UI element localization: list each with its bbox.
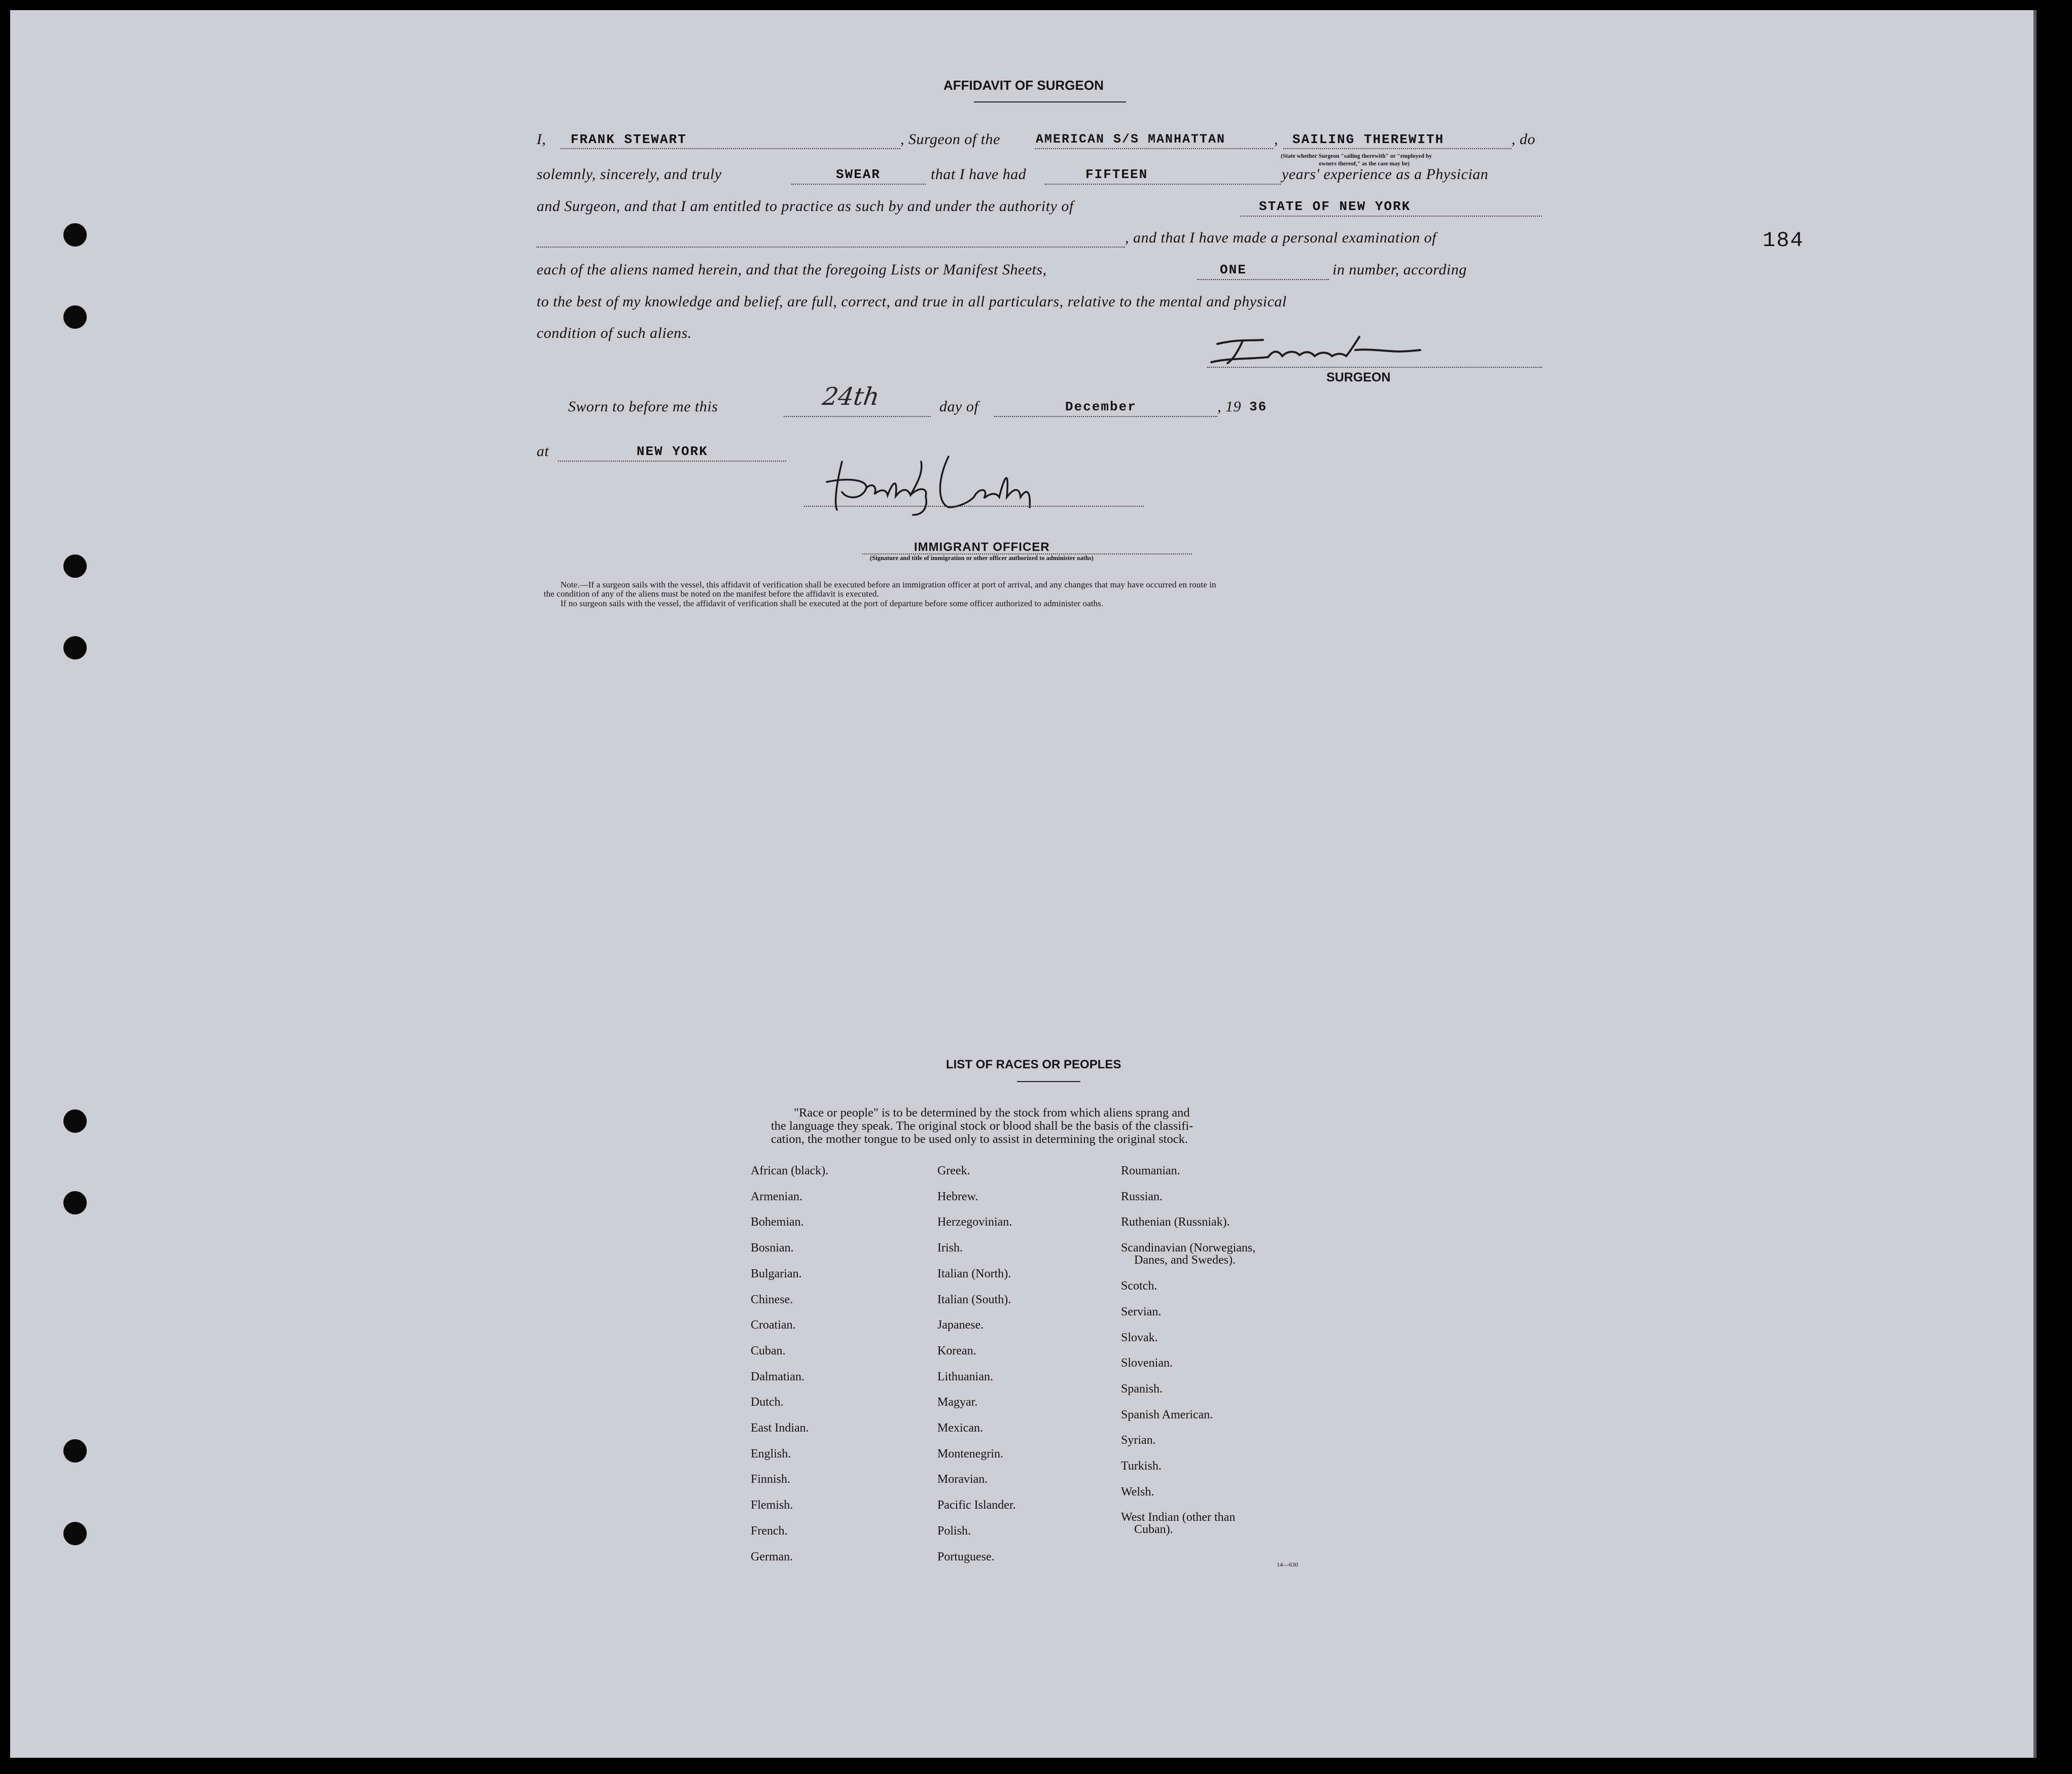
- race-item: Hebrew.: [937, 1190, 978, 1203]
- race-item: Scotch.: [1121, 1279, 1157, 1293]
- race-item: Ruthenian (Russniak).: [1121, 1215, 1230, 1229]
- dotline: [558, 461, 786, 462]
- dotline: [1283, 148, 1512, 149]
- line1-prefix: I,: [537, 131, 546, 148]
- years-experience: FIFTEEN: [1085, 167, 1148, 182]
- at-place: NEW YORK: [637, 444, 708, 459]
- line7-text: condition of such aliens.: [537, 325, 692, 341]
- affidavit-title: AFFIDAVIT OF SURGEON: [943, 78, 1104, 93]
- race-item: Roumanian.: [1121, 1164, 1180, 1177]
- dotline: [1197, 279, 1329, 280]
- binder-hole: [63, 1191, 87, 1214]
- race-item: Russian.: [1121, 1190, 1163, 1203]
- race-item: Italian (South).: [937, 1293, 1011, 1306]
- race-item: Cuban).: [1134, 1523, 1173, 1536]
- title-underline: [974, 101, 1126, 102]
- race-item: Korean.: [937, 1344, 976, 1358]
- race-item: Flemish.: [751, 1499, 793, 1512]
- race-item: Slovak.: [1121, 1331, 1158, 1344]
- line3-text: and Surgeon, and that I am entitled to practice as such by and under the authority of: [537, 198, 1074, 215]
- race-item: Scandinavian (Norwegians,: [1121, 1241, 1256, 1255]
- race-item: Dutch.: [751, 1396, 784, 1409]
- sworn-mid: day of: [939, 398, 979, 415]
- line1-mid: , Surgeon of the: [900, 131, 1000, 148]
- race-item: East Indian.: [751, 1421, 809, 1435]
- sailing-note: (State whether Surgeon "sailing therewith" or "employed by: [1281, 153, 1432, 159]
- binder-hole: [63, 305, 87, 329]
- form-code: 14—630: [1277, 1561, 1298, 1568]
- race-item: Lithuanian.: [937, 1370, 993, 1383]
- binder-hole: [63, 223, 87, 247]
- race-item: Bohemian.: [751, 1215, 804, 1229]
- race-item: Herzegovinian.: [937, 1215, 1012, 1229]
- race-item: Armenian.: [751, 1190, 802, 1203]
- page-number: 184: [1763, 228, 1804, 253]
- dotline: [791, 184, 926, 185]
- vessel-name: AMERICAN S/S MANHATTAN: [1036, 132, 1226, 147]
- race-item: Mexican.: [937, 1421, 983, 1435]
- race-item: Servian.: [1121, 1305, 1162, 1318]
- binder-hole: [63, 1439, 87, 1463]
- line1-suffix: , do: [1512, 131, 1535, 148]
- officer-signature: [822, 451, 1075, 517]
- binder-hole: [63, 636, 87, 659]
- line6-text: to the best of my knowledge and belief, are full, correct, and true in all particulars, relative to the mental and physical: [537, 293, 1287, 310]
- race-item: Welsh.: [1121, 1485, 1154, 1499]
- race-item: Bosnian.: [751, 1241, 794, 1255]
- dotline: [1207, 367, 1542, 368]
- race-item: Turkish.: [1121, 1459, 1162, 1473]
- sheet-count: ONE: [1220, 262, 1247, 277]
- race-item: Spanish.: [1121, 1382, 1163, 1396]
- note-line: the condition of any of the aliens must be noted on the manifest before the affidavit is executed.: [544, 589, 879, 599]
- sworn-month: December: [1065, 399, 1137, 414]
- sworn-day: 24th: [821, 382, 882, 411]
- race-item: Chinese.: [751, 1293, 793, 1306]
- race-item: Finnish.: [751, 1473, 791, 1486]
- races-title-underline: [1017, 1081, 1080, 1082]
- race-item: German.: [751, 1550, 793, 1563]
- officer-note: (Signature and title of immigration or other officer authorized to administer oaths): [870, 554, 1094, 562]
- races-intro-line: "Race or people" is to be determined by the stock from which aliens sprang and: [794, 1106, 1190, 1120]
- binder-hole: [63, 1522, 87, 1545]
- sworn-year-prefix: , 19: [1217, 398, 1241, 415]
- dotline: [994, 416, 1217, 417]
- dotline: [1035, 148, 1273, 149]
- race-item: Magyar.: [937, 1396, 978, 1409]
- race-item: Pacific Islander.: [937, 1499, 1016, 1512]
- races-title: LIST OF RACES OR PEOPLES: [946, 1058, 1121, 1071]
- note-line: Note.—If a surgeon sails with the vessel, this affidavit of verification shall be executed before an immigration officer at port of arrival, and any changes that may have occurred en route in: [560, 580, 1216, 589]
- race-item: Dalmatian.: [751, 1370, 804, 1383]
- race-item: Japanese.: [937, 1318, 984, 1332]
- race-item: Syrian.: [1121, 1434, 1156, 1447]
- race-item: Irish.: [937, 1241, 963, 1255]
- binder-hole: [63, 554, 87, 578]
- race-item: Slovenian.: [1121, 1356, 1173, 1370]
- race-item: Polish.: [937, 1524, 971, 1538]
- race-item: French.: [751, 1524, 788, 1538]
- race-item: Montenegrin.: [937, 1447, 1003, 1460]
- race-item: Italian (North).: [937, 1267, 1011, 1280]
- line5-prefix: each of the aliens named herein, and that the foregoing Lists or Manifest Sheets,: [537, 261, 1047, 278]
- officer-title: IMMIGRANT OFFICER: [914, 540, 1050, 554]
- line2-mid: that I have had: [931, 166, 1027, 183]
- surgeon-label: SURGEON: [1326, 370, 1391, 385]
- oath-type: SWEAR: [836, 167, 881, 182]
- dotline: [1045, 184, 1281, 185]
- race-item: Danes, and Swedes).: [1134, 1254, 1236, 1267]
- dotline: [784, 416, 931, 417]
- sworn-year: 36: [1249, 399, 1268, 414]
- dotline: [560, 148, 900, 149]
- race-item: Greek.: [937, 1164, 970, 1177]
- dotline: [537, 247, 1125, 248]
- binder-hole: [63, 1109, 87, 1133]
- surgeon-name: FRANK STEWART: [571, 132, 687, 147]
- race-item: Croatian.: [751, 1318, 796, 1332]
- line5-suffix: in number, according: [1332, 261, 1467, 278]
- race-item: West Indian (other than: [1121, 1511, 1236, 1524]
- line1-comma: ,: [1274, 131, 1278, 148]
- race-item: Bulgarian.: [751, 1267, 802, 1280]
- at-prefix: at: [537, 443, 549, 460]
- note-line: If no surgeon sails with the vessel, the affidavit of verification shall be executed at the port of departure before some officer authorized to administer oaths.: [560, 599, 1104, 608]
- dotline: [1240, 216, 1542, 217]
- sworn-prefix: Sworn to before me this: [568, 398, 718, 415]
- line2-suffix: years' experience as a Physician: [1282, 166, 1489, 183]
- document-page: [10, 10, 2036, 1758]
- surgeon-signature: [1207, 330, 1430, 370]
- authority: STATE OF NEW YORK: [1259, 199, 1411, 214]
- races-intro-line: cation, the mother tongue to be used only to assist in determining the original stock.: [771, 1132, 1188, 1146]
- sailing-note: owners thereof," as the case may be): [1319, 161, 1410, 167]
- races-intro-line: the language they speak. The original stock or blood shall be the basis of the classifi-: [771, 1119, 1193, 1133]
- line2-prefix: solemnly, sincerely, and truly: [537, 166, 722, 183]
- sailing-status: SAILING THEREWITH: [1292, 132, 1445, 147]
- race-item: Moravian.: [937, 1473, 988, 1486]
- line4-text: , and that I have made a personal examination of: [1125, 229, 1436, 246]
- race-item: Spanish American.: [1121, 1408, 1213, 1421]
- race-item: English.: [751, 1447, 791, 1460]
- race-item: Cuban.: [751, 1344, 786, 1358]
- dotline: [804, 506, 1144, 507]
- race-item: Portuguese.: [937, 1550, 995, 1563]
- race-item: African (black).: [751, 1164, 829, 1177]
